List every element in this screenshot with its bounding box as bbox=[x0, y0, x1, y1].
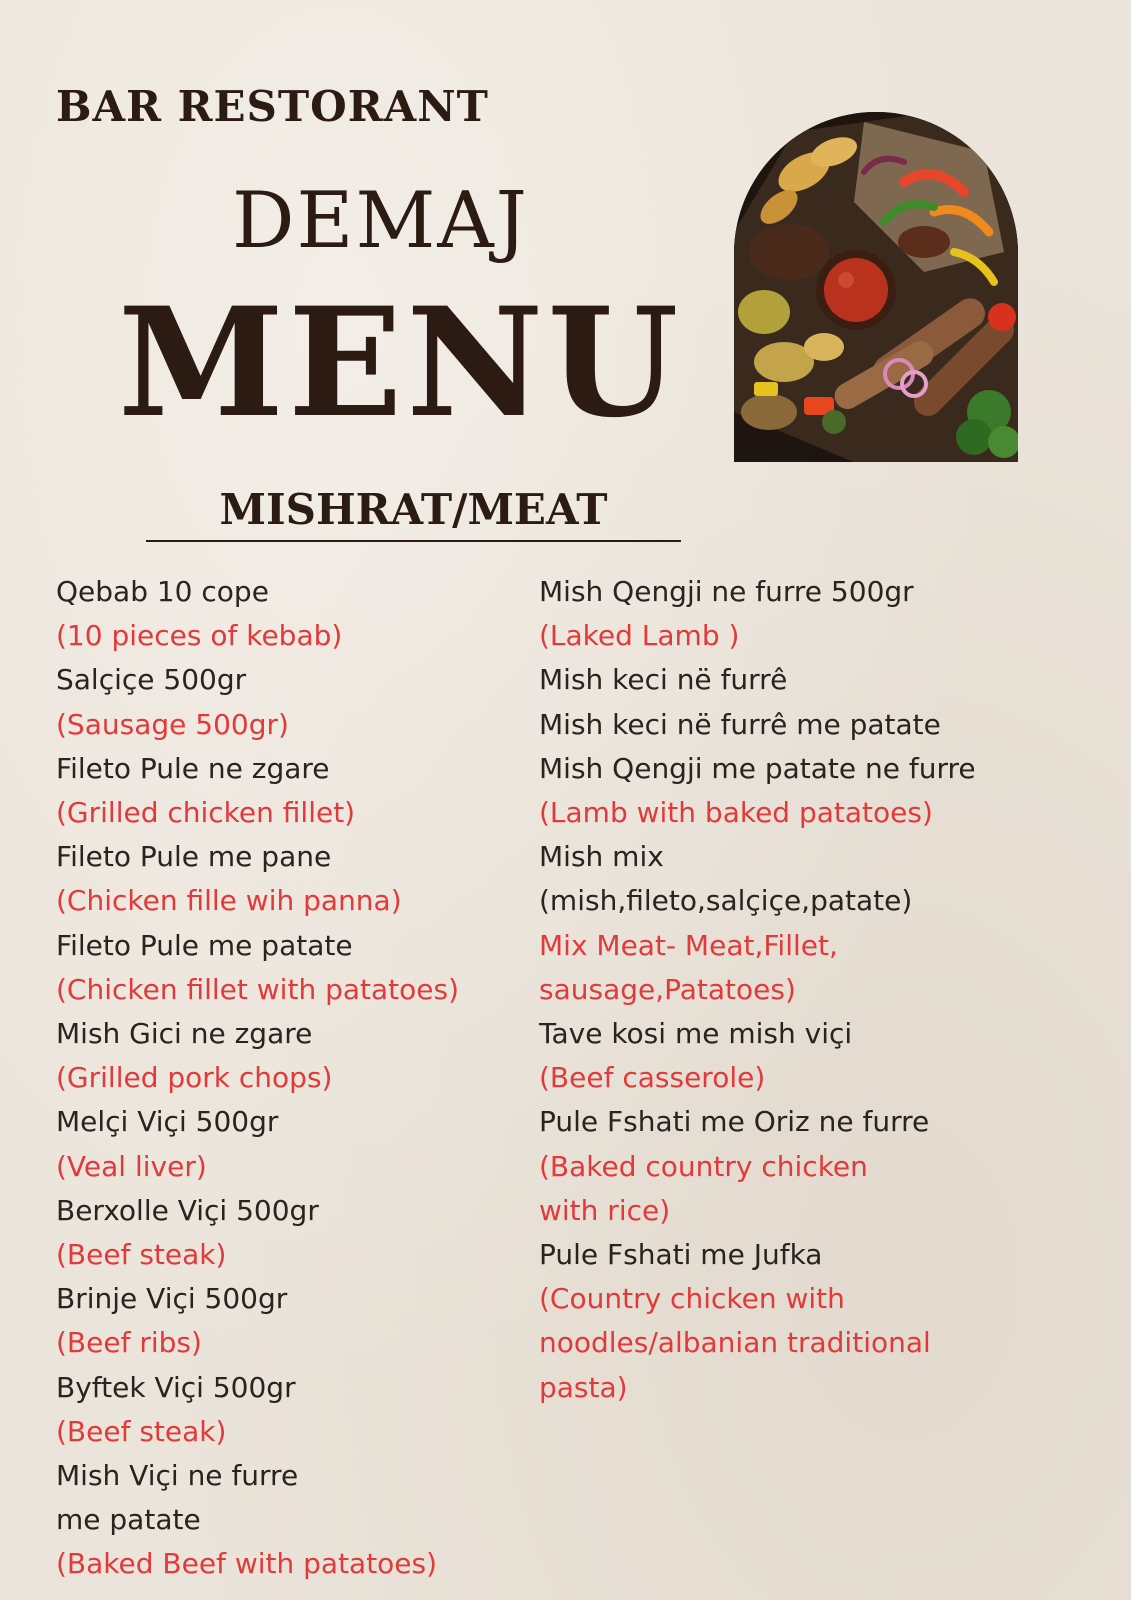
menu-title: MENU bbox=[118, 275, 683, 451]
section-divider bbox=[146, 540, 681, 542]
dish-translation: (Laked Lamb ) bbox=[539, 619, 740, 653]
menu-column-left bbox=[56, 570, 506, 1587]
dish-translation: (Baked country chicken bbox=[539, 1149, 868, 1183]
dish-translation: (10 pieces of kebab) bbox=[56, 619, 343, 653]
dish-name: Berxolle Viçi 500gr bbox=[56, 1193, 319, 1227]
dish-name: Fileto Pule me patate bbox=[56, 928, 353, 962]
dish-name: (mish,fileto,salçiçe,patate) bbox=[539, 884, 913, 918]
dish-name: Salçiçe 500gr bbox=[56, 663, 247, 697]
food-platter-photo bbox=[734, 112, 1018, 462]
dish-translation: (Chicken fille wih panna) bbox=[56, 884, 402, 918]
dish-name: Mish keci në furrê bbox=[539, 663, 788, 697]
dish-translation: Mix Meat- Meat,Fillet, bbox=[539, 928, 838, 962]
dish-translation: (Grilled chicken fillet) bbox=[56, 796, 356, 830]
restaurant-name: DEMAJ bbox=[232, 176, 529, 266]
dish-translation: (Veal liver) bbox=[56, 1149, 207, 1183]
dish-name: Fileto Pule ne zgare bbox=[56, 751, 330, 785]
dish-name: Mish Qengji ne furre 500gr bbox=[539, 575, 914, 608]
dish-name: Mish keci në furrê me patate bbox=[539, 707, 941, 741]
dish-name: Qebab 10 cope bbox=[56, 575, 269, 608]
dish-translation: with rice) bbox=[539, 1193, 671, 1227]
dish-translation: (Chicken fillet with patatoes) bbox=[56, 972, 460, 1006]
dish-name: Mish Viçi ne furre bbox=[56, 1459, 299, 1493]
food-platter-illustration bbox=[734, 112, 1018, 462]
dish-name: me patate bbox=[56, 1503, 201, 1537]
brand-label: BAR RESTORANT bbox=[56, 82, 489, 131]
menu-column-right bbox=[539, 570, 1009, 1410]
section-title: MISHRAT/MEAT bbox=[219, 485, 608, 534]
dish-translation: (Beef steak) bbox=[56, 1238, 227, 1272]
dish-translation: (Baked Beef with patatoes) bbox=[56, 1547, 438, 1581]
dish-name: Byftek Viçi 500gr bbox=[56, 1370, 296, 1404]
dish-translation: pasta) bbox=[539, 1370, 628, 1404]
dish-translation: (Beef steak) bbox=[56, 1414, 227, 1448]
dish-name: Mish Qengji me patate ne furre bbox=[539, 751, 976, 785]
dish-name: Pule Fshati me Jufka bbox=[539, 1238, 823, 1272]
dish-translation: (Beef ribs) bbox=[56, 1326, 202, 1360]
dish-name: Brinje Viçi 500gr bbox=[56, 1282, 288, 1316]
dish-translation: (Country chicken with bbox=[539, 1282, 845, 1316]
dish-name: Tave kosi me mish viçi bbox=[539, 1017, 853, 1051]
dish-name: Melçi Viçi 500gr bbox=[56, 1105, 279, 1139]
dish-name: Mish mix bbox=[539, 840, 664, 874]
dish-translation: sausage,Patatoes) bbox=[539, 972, 796, 1006]
dish-name: Fileto Pule me pane bbox=[56, 840, 332, 874]
dish-name: Mish Gici ne zgare bbox=[56, 1017, 313, 1051]
dish-translation: noodles/albanian traditional bbox=[539, 1326, 931, 1360]
dish-name: Pule Fshati me Oriz ne furre bbox=[539, 1105, 930, 1139]
dish-translation: (Lamb with baked patatoes) bbox=[539, 796, 933, 830]
dish-translation: (Beef casserole) bbox=[539, 1061, 766, 1095]
dish-translation: (Sausage 500gr) bbox=[56, 707, 289, 741]
dish-translation: (Grilled pork chops) bbox=[56, 1061, 333, 1095]
